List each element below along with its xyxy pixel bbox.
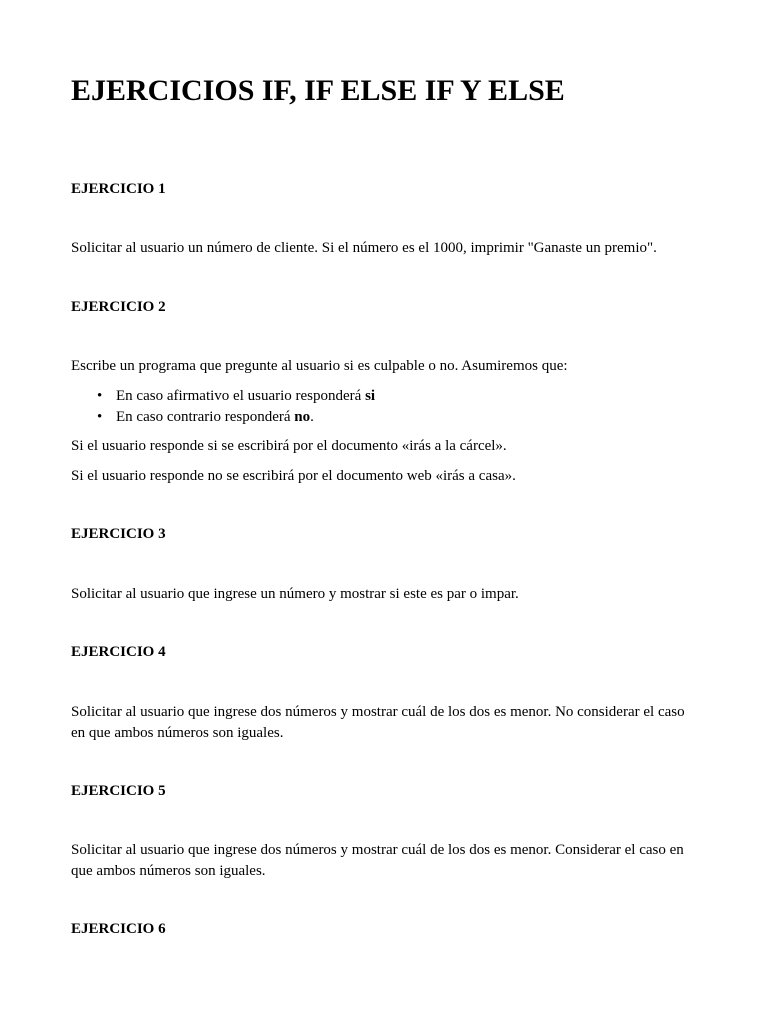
- bullet-text: En caso afirmativo el usuario responderá: [116, 388, 366, 404]
- page-title: EJERCICIOS IF, IF ELSE IF Y ELSE: [71, 74, 565, 107]
- exercise-4-heading: EJERCICIO 4: [71, 644, 166, 660]
- exercise-1-text: Solicitar al usuario un número de cliente. Si el número es el 1000, imprimir "Ganaste un premio".: [71, 240, 657, 256]
- exercise-5-heading: EJERCICIO 5: [71, 783, 166, 799]
- exercise-2-line-2: Si el usuario responde no se escribirá por el documento web «irás a casa».: [71, 468, 516, 484]
- exercise-6-heading: EJERCICIO 6: [71, 921, 166, 937]
- exercise-3-heading: EJERCICIO 3: [71, 526, 166, 542]
- bullet-bold-answer: si: [365, 388, 376, 404]
- list-item: [71, 386, 375, 407]
- exercise-5-text: Solicitar al usuario que ingrese dos números y mostrar cuál de los dos es menor. Considerar el caso en que ambos números son iguales.: [71, 842, 684, 879]
- exercise-2-heading: EJERCICIO 2: [71, 299, 166, 315]
- exercise-2-bullet-list: [71, 386, 375, 428]
- exercise-2-intro: Escribe un programa que pregunte al usuario si es culpable o no. Asumiremos que:: [71, 358, 568, 374]
- exercise-4-text: Solicitar al usuario que ingrese dos números y mostrar cuál de los dos es menor. No considerar el caso en que ambos números son iguales.: [71, 704, 685, 741]
- bullet-icon: •: [97, 388, 103, 404]
- bullet-text: En caso contrario responderá: [116, 409, 295, 425]
- exercise-3-text: Solicitar al usuario que ingrese un número y mostrar si este es par o impar.: [71, 586, 519, 602]
- bullet-bold-answer: no: [294, 409, 311, 425]
- exercise-1-heading: EJERCICIO 1: [71, 181, 166, 197]
- list-item: [71, 407, 375, 428]
- bullet-text-after: .: [310, 409, 314, 425]
- exercise-2-line-1: Si el usuario responde si se escribirá por el documento «irás a la cárcel».: [71, 438, 507, 454]
- bullet-icon: •: [97, 409, 103, 425]
